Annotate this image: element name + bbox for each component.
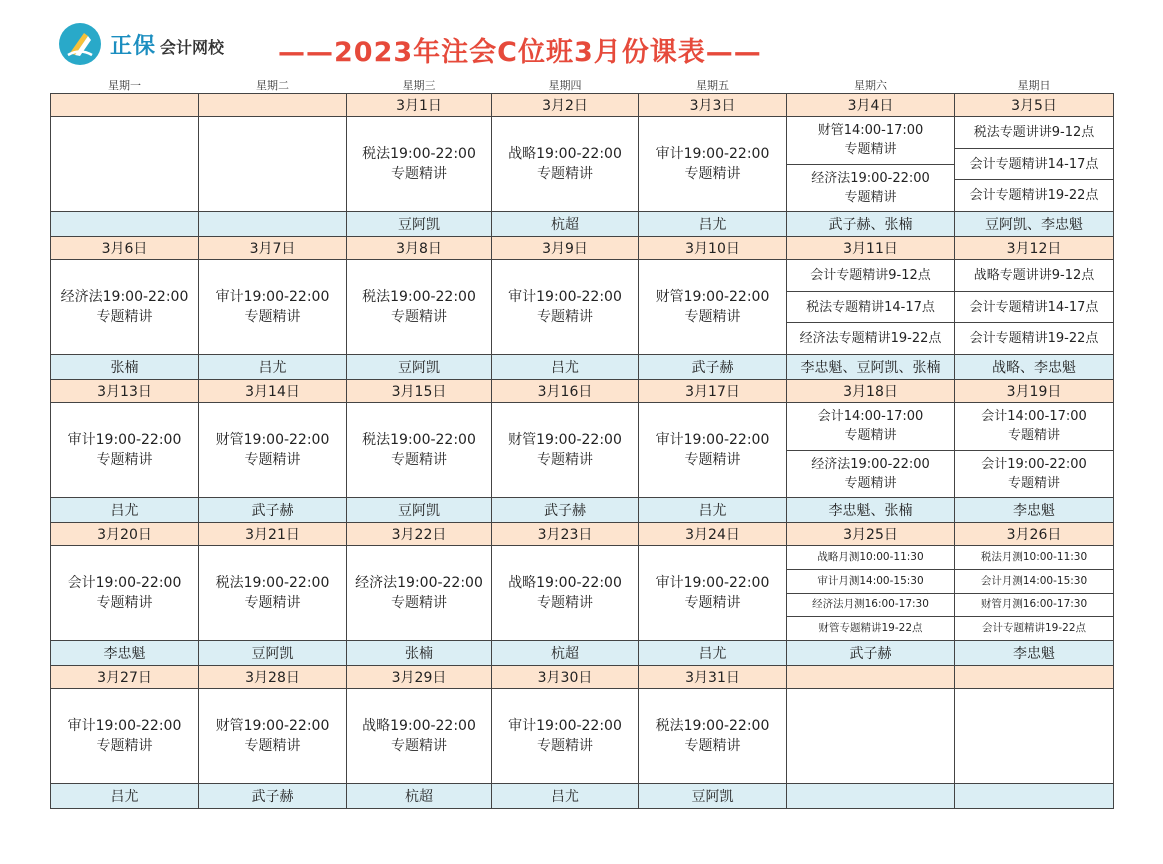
teacher-row xyxy=(51,784,1114,809)
date-cell: 3月14日 xyxy=(199,380,347,403)
course-slot-text: 税法专题讲讲9-12点 xyxy=(973,124,1095,140)
course-slot-text: 战略月测10:00-11:30 xyxy=(817,550,924,563)
date-cell: 3月29日 xyxy=(347,666,492,689)
course-slot xyxy=(955,403,1113,451)
teacher-cell: 吕尤 xyxy=(639,212,787,237)
date-cell: 3月5日 xyxy=(955,94,1114,117)
course-cell xyxy=(955,689,1114,784)
date-cell xyxy=(787,666,955,689)
course-cell xyxy=(639,546,787,641)
weekday-label: 星期四 xyxy=(548,78,582,92)
course-line: 专题精讲 xyxy=(537,738,593,754)
date-cell: 3月15日 xyxy=(347,380,492,403)
course-cell xyxy=(787,546,955,641)
date-cell: 3月9日 xyxy=(492,237,639,260)
course-slot xyxy=(787,323,954,354)
course-line: 专题精讲 xyxy=(391,452,447,468)
course-slot xyxy=(955,594,1113,618)
course-cell xyxy=(347,117,492,212)
teacher-row xyxy=(51,212,1114,237)
course-cell xyxy=(955,117,1114,212)
teacher-cell: 张楠 xyxy=(51,355,199,380)
teacher-cell: 武子赫 xyxy=(199,498,347,523)
teacher-cell: 吕尤 xyxy=(51,784,199,809)
course-line: 专题精讲 xyxy=(537,452,593,468)
course-line: 专题精讲 xyxy=(96,595,153,611)
teacher-cell: 吕尤 xyxy=(639,641,787,666)
course-row xyxy=(51,260,1114,355)
course-line: 专题精讲 xyxy=(391,738,447,754)
course-cell xyxy=(955,260,1114,355)
course-cell xyxy=(51,260,199,355)
course-cell xyxy=(639,403,787,498)
date-cell xyxy=(955,666,1114,689)
course-slot xyxy=(955,570,1113,594)
date-cell: 3月31日 xyxy=(639,666,787,689)
course-line: 专题精讲 xyxy=(391,166,447,182)
teacher-cell: 杭超 xyxy=(492,641,639,666)
date-cell: 3月10日 xyxy=(639,237,787,260)
course-line: 会计19:00-22:00 xyxy=(67,575,182,591)
course-cell xyxy=(199,260,347,355)
course-line: 战略19:00-22:00 xyxy=(508,575,622,591)
course-line: 专题精讲 xyxy=(684,166,741,182)
course-slot-text: 会计14:00-17:00 专题精讲 xyxy=(981,409,1087,444)
teacher-cell: 豆阿凯、李忠魁 xyxy=(955,212,1114,237)
course-cell xyxy=(787,403,955,498)
teacher-cell: 张楠 xyxy=(347,641,492,666)
date-row xyxy=(51,380,1114,403)
course-slot xyxy=(955,617,1113,640)
course-slot-text: 会计月测14:00-15:30 xyxy=(980,574,1088,587)
course-row xyxy=(51,117,1114,212)
course-slots xyxy=(787,403,954,497)
course-cell xyxy=(51,689,199,784)
weekday-label: 星期三 xyxy=(402,78,436,92)
course-line: 财管19:00-22:00 xyxy=(508,432,622,448)
course-cell xyxy=(492,546,639,641)
course-line: 财管19:00-22:00 xyxy=(655,289,770,305)
course-line: 税法19:00-22:00 xyxy=(362,432,476,448)
course-slots xyxy=(787,546,954,640)
teacher-cell: 豆阿凯 xyxy=(347,498,492,523)
course-slots xyxy=(955,260,1113,354)
course-line: 战略19:00-22:00 xyxy=(362,718,476,734)
course-cell xyxy=(51,117,199,212)
course-line: 专题精讲 xyxy=(244,452,301,468)
course-slot xyxy=(787,546,954,570)
course-cell xyxy=(199,403,347,498)
course-line: 财管19:00-22:00 xyxy=(215,718,330,734)
course-line: 税法19:00-22:00 xyxy=(362,146,476,162)
course-slot-text: 经济法19:00-22:00 专题精讲 xyxy=(811,456,930,491)
course-cell xyxy=(347,260,492,355)
course-slot-text: 会计19:00-22:00 专题精讲 xyxy=(981,456,1087,491)
course-cell xyxy=(199,117,347,212)
course-line: 审计19:00-22:00 xyxy=(508,718,622,734)
course-cell xyxy=(347,546,492,641)
teacher-row xyxy=(51,498,1114,523)
course-cell xyxy=(787,117,955,212)
course-slot xyxy=(955,292,1113,324)
teacher-cell: 李忠魁、张楠 xyxy=(787,498,955,523)
course-cell xyxy=(955,403,1114,498)
course-cell xyxy=(492,403,639,498)
course-slot xyxy=(955,180,1113,211)
course-line: 税法19:00-22:00 xyxy=(655,718,770,734)
teacher-cell xyxy=(787,784,955,809)
course-line: 专题精讲 xyxy=(244,309,301,325)
course-slots xyxy=(787,117,954,211)
course-slot xyxy=(787,117,954,165)
course-cell xyxy=(639,117,787,212)
date-cell: 3月16日 xyxy=(492,380,639,403)
teacher-cell: 李忠魁、豆阿凯、张楠 xyxy=(787,355,955,380)
course-cell xyxy=(347,689,492,784)
course-cell xyxy=(787,689,955,784)
course-slot-text: 经济法19:00-22:00 专题精讲 xyxy=(811,170,930,205)
course-slot xyxy=(787,260,954,292)
course-row xyxy=(51,689,1114,784)
teacher-cell: 豆阿凯 xyxy=(639,784,787,809)
course-slot xyxy=(787,403,954,451)
weekday-label: 星期五 xyxy=(696,78,729,92)
date-cell: 3月8日 xyxy=(347,237,492,260)
course-cell xyxy=(955,546,1114,641)
course-slot-text: 财管月测16:00-17:30 xyxy=(980,598,1088,611)
course-line: 审计19:00-22:00 xyxy=(655,146,770,162)
course-slot-text: 财管14:00-17:00 专题精讲 xyxy=(817,123,924,158)
page-header xyxy=(0,0,1163,78)
date-cell: 3月23日 xyxy=(492,523,639,546)
date-cell: 3月7日 xyxy=(199,237,347,260)
course-slot-text: 战略专题讲讲9-12点 xyxy=(973,267,1095,283)
date-cell: 3月3日 xyxy=(639,94,787,117)
date-cell: 3月17日 xyxy=(639,380,787,403)
course-slot xyxy=(787,451,954,498)
course-line: 专题精讲 xyxy=(244,595,301,611)
course-slot-text: 会计专题精讲14-17点 xyxy=(969,299,1099,315)
course-line: 税法19:00-22:00 xyxy=(215,575,330,591)
course-line: 审计19:00-22:00 xyxy=(508,289,622,305)
date-cell: 3月2日 xyxy=(492,94,639,117)
course-line: 审计19:00-22:00 xyxy=(655,575,770,591)
course-slot-text: 会计专题精讲14-17点 xyxy=(969,156,1099,172)
date-cell: 3月25日 xyxy=(787,523,955,546)
date-cell: 3月18日 xyxy=(787,380,955,403)
teacher-cell: 武子赫、张楠 xyxy=(787,212,955,237)
teacher-cell xyxy=(199,212,347,237)
teacher-cell: 武子赫 xyxy=(639,355,787,380)
logo-brand: 正保 xyxy=(110,33,157,59)
date-cell: 3月26日 xyxy=(955,523,1114,546)
course-line: 专题精讲 xyxy=(537,595,593,611)
date-cell: 3月21日 xyxy=(199,523,347,546)
course-line: 专题精讲 xyxy=(684,595,741,611)
date-cell: 3月19日 xyxy=(955,380,1114,403)
course-slot-text: 会计专题精讲19-22点 xyxy=(981,622,1086,635)
course-line: 专题精讲 xyxy=(537,166,593,182)
course-slot-text: 经济法月测16:00-17:30 xyxy=(812,598,929,611)
date-cell: 3月13日 xyxy=(51,380,199,403)
course-slots xyxy=(955,117,1113,211)
course-slots xyxy=(955,403,1113,497)
course-slot xyxy=(955,323,1113,354)
date-cell: 3月11日 xyxy=(787,237,955,260)
course-slot xyxy=(787,292,954,324)
course-line: 专题精讲 xyxy=(684,738,741,754)
teacher-cell: 武子赫 xyxy=(199,784,347,809)
teacher-cell: 武子赫 xyxy=(492,498,639,523)
teacher-cell: 武子赫 xyxy=(787,641,955,666)
course-line: 专题精讲 xyxy=(391,595,447,611)
date-cell: 3月30日 xyxy=(492,666,639,689)
course-slots xyxy=(787,260,954,354)
weekday-label: 星期二 xyxy=(256,78,289,92)
course-slot xyxy=(955,149,1113,181)
date-row xyxy=(51,666,1114,689)
course-cell xyxy=(492,689,639,784)
date-cell: 3月27日 xyxy=(51,666,199,689)
weekday-label: 星期一 xyxy=(108,78,141,92)
course-cell xyxy=(639,260,787,355)
course-line: 专题精讲 xyxy=(244,738,301,754)
teacher-cell: 李忠魁 xyxy=(51,641,199,666)
logo-mark-icon xyxy=(58,22,102,66)
course-slot xyxy=(787,570,954,594)
date-cell: 3月24日 xyxy=(639,523,787,546)
course-cell xyxy=(199,546,347,641)
course-slots xyxy=(955,546,1113,640)
schedule-table xyxy=(50,76,1114,809)
course-line: 战略19:00-22:00 xyxy=(508,146,622,162)
course-line: 经济法19:00-22:00 xyxy=(355,575,483,591)
course-slot-text: 税法月测10:00-11:30 xyxy=(980,550,1088,563)
course-slot xyxy=(955,260,1113,292)
course-row xyxy=(51,546,1114,641)
course-line: 专题精讲 xyxy=(96,309,153,325)
teacher-cell: 豆阿凯 xyxy=(199,641,347,666)
course-slot xyxy=(955,546,1113,570)
logo xyxy=(58,22,224,66)
course-slot-text: 审计月测14:00-15:30 xyxy=(817,574,924,587)
course-slot xyxy=(955,451,1113,498)
course-slot xyxy=(955,117,1113,149)
course-line: 审计19:00-22:00 xyxy=(67,432,182,448)
course-slot-text: 会计专题精讲9-12点 xyxy=(810,267,931,283)
course-row xyxy=(51,403,1114,498)
course-slot-text: 税法专题精讲14-17点 xyxy=(806,299,935,315)
course-line: 经济法19:00-22:00 xyxy=(60,289,189,305)
date-cell: 3月4日 xyxy=(787,94,955,117)
teacher-cell: 杭超 xyxy=(492,212,639,237)
teacher-cell: 吕尤 xyxy=(639,498,787,523)
course-line: 专题精讲 xyxy=(684,452,741,468)
course-cell xyxy=(639,689,787,784)
course-line: 审计19:00-22:00 xyxy=(215,289,330,305)
course-cell xyxy=(492,260,639,355)
teacher-cell: 豆阿凯 xyxy=(347,355,492,380)
course-line: 审计19:00-22:00 xyxy=(655,432,770,448)
weekday-header-row xyxy=(51,76,1114,94)
course-slot-text: 会计14:00-17:00 专题精讲 xyxy=(817,409,924,444)
teacher-row xyxy=(51,641,1114,666)
teacher-cell: 豆阿凯 xyxy=(347,212,492,237)
weekday-label: 星期日 xyxy=(1017,78,1051,92)
course-cell xyxy=(199,689,347,784)
teacher-cell: 李忠魁 xyxy=(955,641,1114,666)
course-line: 专题精讲 xyxy=(96,452,153,468)
course-cell xyxy=(492,117,639,212)
teacher-cell: 李忠魁 xyxy=(955,498,1114,523)
date-cell: 3月20日 xyxy=(51,523,199,546)
course-line: 审计19:00-22:00 xyxy=(67,718,182,734)
course-slot-text: 会计专题精讲19-22点 xyxy=(969,188,1099,204)
teacher-cell: 吕尤 xyxy=(492,355,639,380)
teacher-cell xyxy=(51,212,199,237)
course-line: 专题精讲 xyxy=(684,309,741,325)
course-slot xyxy=(787,165,954,212)
course-slot-text: 会计专题精讲19-22点 xyxy=(969,331,1099,347)
teacher-cell xyxy=(955,784,1114,809)
teacher-cell: 吕尤 xyxy=(492,784,639,809)
date-cell xyxy=(199,94,347,117)
page-title: ——2023年注会C位班3月份课表—— xyxy=(278,37,762,68)
date-row xyxy=(51,237,1114,260)
weekday-label: 星期六 xyxy=(854,78,887,92)
course-slot xyxy=(787,617,954,640)
course-line: 财管19:00-22:00 xyxy=(215,432,330,448)
teacher-cell: 战略、李忠魁 xyxy=(955,355,1114,380)
course-slot-text: 财管专题精讲19-22点 xyxy=(818,622,923,635)
course-cell xyxy=(51,403,199,498)
teacher-cell: 吕尤 xyxy=(51,498,199,523)
teacher-row xyxy=(51,355,1114,380)
course-line: 专题精讲 xyxy=(391,309,447,325)
teacher-cell: 杭超 xyxy=(347,784,492,809)
date-cell: 3月28日 xyxy=(199,666,347,689)
teacher-cell: 吕尤 xyxy=(199,355,347,380)
date-cell: 3月1日 xyxy=(347,94,492,117)
date-cell: 3月6日 xyxy=(51,237,199,260)
date-cell xyxy=(51,94,199,117)
logo-subtitle: 会计网校 xyxy=(160,37,225,57)
course-line: 专题精讲 xyxy=(96,738,153,754)
date-row xyxy=(51,94,1114,117)
course-slot-text: 经济法专题精讲19-22点 xyxy=(799,331,942,347)
course-line: 专题精讲 xyxy=(537,309,593,325)
course-cell xyxy=(787,260,955,355)
date-cell: 3月12日 xyxy=(955,237,1114,260)
course-cell xyxy=(347,403,492,498)
date-cell: 3月22日 xyxy=(347,523,492,546)
course-line: 税法19:00-22:00 xyxy=(362,289,476,305)
date-row xyxy=(51,523,1114,546)
course-cell xyxy=(51,546,199,641)
course-slot xyxy=(787,594,954,618)
